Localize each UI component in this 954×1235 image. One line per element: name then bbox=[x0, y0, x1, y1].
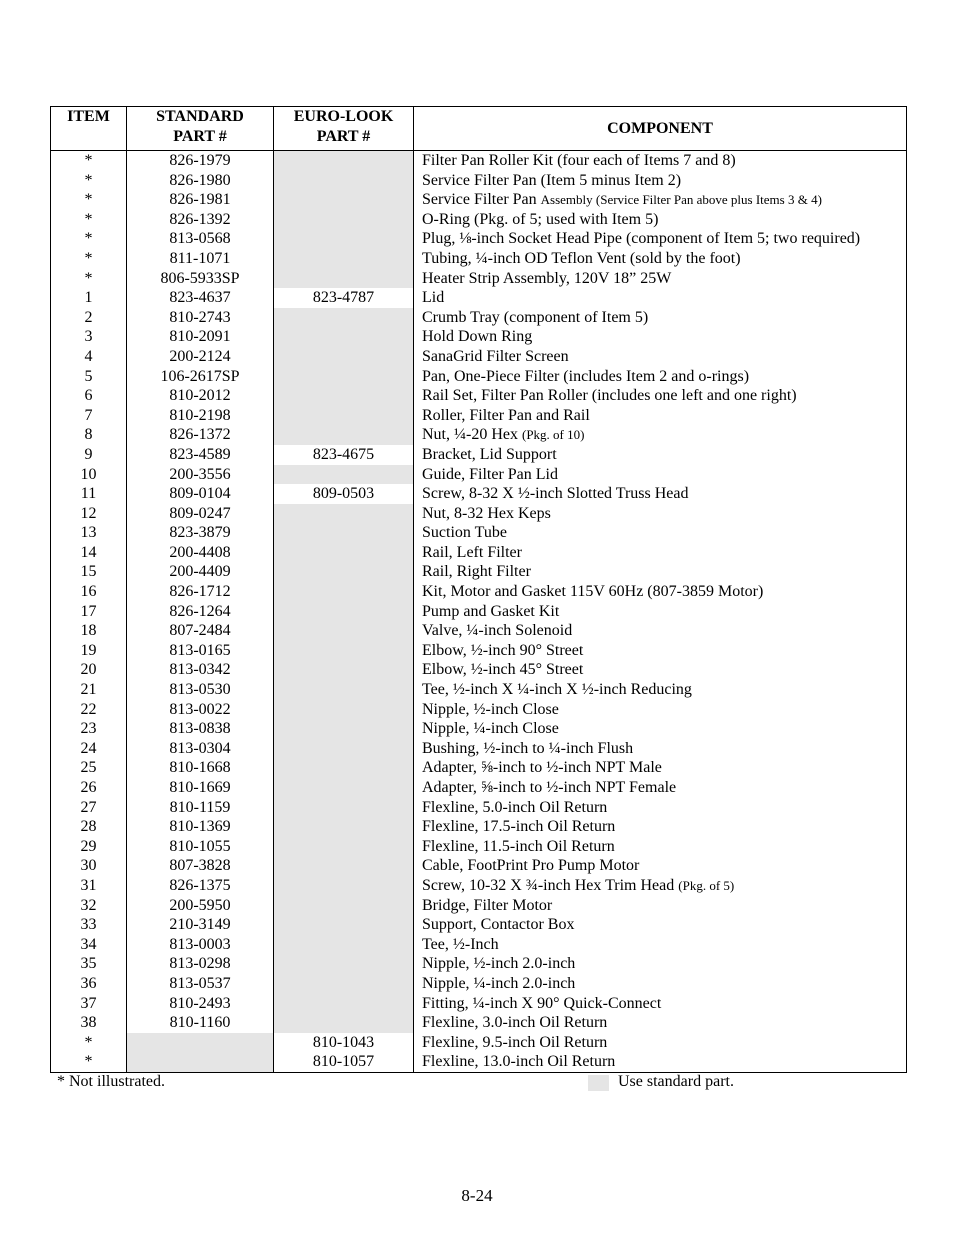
euro-look-part-cell: 823-4675 bbox=[274, 445, 414, 465]
component-text: Adapter, ⅝-inch to ½-inch NPT Male bbox=[422, 759, 662, 777]
component-text: Pump and Gasket Kit bbox=[422, 602, 560, 620]
table-row bbox=[51, 758, 907, 778]
standard-part-cell: 200-4408 bbox=[127, 543, 274, 563]
component-cell bbox=[414, 269, 907, 289]
euro-look-part-cell bbox=[274, 582, 414, 602]
component-cell bbox=[414, 778, 907, 798]
table-row bbox=[51, 974, 907, 994]
table-row bbox=[51, 523, 907, 543]
item-cell: 15 bbox=[51, 562, 127, 582]
table-row bbox=[51, 465, 907, 485]
component-text: Rail Set, Filter Pan Roller (includes one left and one right) bbox=[422, 387, 797, 405]
component-text: Bracket, Lid Support bbox=[422, 445, 557, 463]
euro-look-part-cell bbox=[274, 778, 414, 798]
euro-look-part-cell bbox=[274, 367, 414, 387]
component-text: Tee, ½-inch X ¼-inch X ½-inch Reducing bbox=[422, 681, 692, 699]
item-cell: * bbox=[51, 190, 127, 210]
standard-part-cell: 809-0247 bbox=[127, 504, 274, 524]
standard-part-cell: 807-3828 bbox=[127, 856, 274, 876]
item-cell: 18 bbox=[51, 621, 127, 641]
component-text: Bridge, Filter Motor bbox=[422, 896, 553, 914]
euro-look-part-cell bbox=[274, 229, 414, 249]
item-cell: 19 bbox=[51, 641, 127, 661]
component-text: Nut, 8-32 Hex Keps bbox=[422, 504, 551, 522]
component-text: Lid bbox=[422, 289, 445, 307]
header-euro-look-part: EURO-LOOK PART # bbox=[274, 107, 414, 151]
standard-part-cell: 200-2124 bbox=[127, 347, 274, 367]
euro-look-part-cell bbox=[274, 386, 414, 406]
euro-look-part-cell bbox=[274, 425, 414, 445]
table-row bbox=[51, 817, 907, 837]
standard-part-cell: 200-4409 bbox=[127, 562, 274, 582]
table-row bbox=[51, 406, 907, 426]
euro-look-part-cell bbox=[274, 641, 414, 661]
table-row bbox=[51, 798, 907, 818]
component-text: Flexline, 3.0-inch Oil Return bbox=[422, 1014, 608, 1032]
standard-part-cell: 823-4589 bbox=[127, 445, 274, 465]
component-text: Crumb Tray (component of Item 5) bbox=[422, 308, 649, 326]
item-cell: 34 bbox=[51, 935, 127, 955]
euro-look-part-cell bbox=[274, 817, 414, 837]
standard-part-cell: 200-5950 bbox=[127, 896, 274, 916]
item-cell: * bbox=[51, 269, 127, 289]
component-cell bbox=[414, 817, 907, 837]
component-text: Bushing, ½-inch to ¼-inch Flush bbox=[422, 739, 634, 757]
component-cell bbox=[414, 484, 907, 504]
shade-legend-text: Use standard part. bbox=[618, 1073, 734, 1090]
euro-look-part-cell bbox=[274, 308, 414, 328]
component-cell bbox=[414, 1052, 907, 1072]
header-item: ITEM bbox=[51, 107, 127, 151]
header-standard-part: STANDARD PART # bbox=[127, 107, 274, 151]
component-cell bbox=[414, 504, 907, 524]
table-row bbox=[51, 171, 907, 191]
standard-part-cell: 810-1369 bbox=[127, 817, 274, 837]
standard-part-cell: 810-1055 bbox=[127, 837, 274, 857]
component-cell bbox=[414, 327, 907, 347]
standard-part-cell: 813-0838 bbox=[127, 719, 274, 739]
footnote: * Not illustrated. bbox=[57, 1073, 165, 1090]
table-row bbox=[51, 896, 907, 916]
item-cell: * bbox=[51, 171, 127, 191]
component-text: Filter Pan Roller Kit (four each of Items 7 and 8) bbox=[422, 152, 736, 169]
euro-look-part-cell bbox=[274, 739, 414, 759]
table-row bbox=[51, 680, 907, 700]
component-cell bbox=[414, 210, 907, 230]
standard-part-cell: 810-1668 bbox=[127, 758, 274, 778]
standard-part-cell: 823-4637 bbox=[127, 288, 274, 308]
component-note: Assembly (Service Filter Pan above plus Items 3 & 4) bbox=[540, 192, 822, 208]
item-cell: * bbox=[51, 151, 127, 171]
table-row bbox=[51, 1033, 907, 1053]
standard-part-cell: 813-0537 bbox=[127, 974, 274, 994]
standard-part-cell: 810-1160 bbox=[127, 1013, 274, 1033]
euro-look-part-cell bbox=[274, 171, 414, 191]
component-text: Nipple, ¼-inch Close bbox=[422, 720, 559, 738]
component-text: Rail, Right Filter bbox=[422, 563, 531, 581]
standard-part-cell: 813-0530 bbox=[127, 680, 274, 700]
component-note: (Pkg. of 5) bbox=[678, 877, 735, 893]
item-cell: * bbox=[51, 210, 127, 230]
component-text: Tubing, ¼-inch OD Teflon Vent (sold by the foot) bbox=[422, 249, 741, 267]
item-cell: 38 bbox=[51, 1013, 127, 1033]
table-row bbox=[51, 367, 907, 387]
component-text: Kit, Motor and Gasket 115V 60Hz (807-3859 Motor) bbox=[422, 583, 764, 601]
item-cell: 33 bbox=[51, 915, 127, 935]
item-cell: * bbox=[51, 229, 127, 249]
component-cell bbox=[414, 719, 907, 739]
component-text: Nut, ¼-20 Hex bbox=[422, 426, 518, 444]
component-cell bbox=[414, 562, 907, 582]
standard-part-cell: 810-2091 bbox=[127, 327, 274, 347]
standard-part-cell: 813-0298 bbox=[127, 954, 274, 974]
table-row bbox=[51, 210, 907, 230]
table-row bbox=[51, 347, 907, 367]
component-text: Adapter, ⅝-inch to ½-inch NPT Female bbox=[422, 779, 677, 796]
euro-look-part-cell bbox=[274, 190, 414, 210]
component-cell bbox=[414, 151, 907, 171]
item-cell: 22 bbox=[51, 700, 127, 720]
table-row bbox=[51, 915, 907, 935]
table-row bbox=[51, 739, 907, 759]
component-text: Pan, One-Piece Filter (includes Item 2 and o-rings) bbox=[422, 367, 750, 385]
component-cell bbox=[414, 229, 907, 249]
item-cell: 1 bbox=[51, 288, 127, 308]
component-cell bbox=[414, 582, 907, 602]
item-cell: 3 bbox=[51, 327, 127, 347]
component-text: Flexline, 11.5-inch Oil Return bbox=[422, 837, 615, 855]
standard-part-cell: 810-1159 bbox=[127, 798, 274, 818]
item-cell: 11 bbox=[51, 484, 127, 504]
component-cell bbox=[414, 543, 907, 563]
euro-look-part-cell bbox=[274, 896, 414, 916]
component-cell bbox=[414, 660, 907, 680]
item-cell: 26 bbox=[51, 778, 127, 798]
item-cell: 27 bbox=[51, 798, 127, 818]
item-cell: 8 bbox=[51, 425, 127, 445]
euro-look-part-cell bbox=[274, 680, 414, 700]
component-text: Rail, Left Filter bbox=[422, 543, 522, 561]
euro-look-part-cell bbox=[274, 504, 414, 524]
component-text: O-Ring (Pkg. of 5; used with Item 5) bbox=[422, 210, 659, 228]
item-cell: 21 bbox=[51, 680, 127, 700]
euro-look-part-cell bbox=[274, 954, 414, 974]
table-row bbox=[51, 229, 907, 249]
component-cell bbox=[414, 994, 907, 1014]
item-cell: 31 bbox=[51, 876, 127, 896]
component-text: Valve, ¼-inch Solenoid bbox=[422, 622, 573, 640]
euro-look-part-cell bbox=[274, 1013, 414, 1033]
header-component: COMPONENT bbox=[414, 107, 907, 151]
parts-table bbox=[50, 106, 907, 1073]
standard-part-cell: 823-3879 bbox=[127, 523, 274, 543]
component-text: Nipple, ¼-inch 2.0-inch bbox=[422, 974, 576, 992]
standard-part-cell: 200-3556 bbox=[127, 465, 274, 485]
euro-look-part-cell bbox=[274, 249, 414, 269]
component-text: Tee, ½-Inch bbox=[422, 935, 499, 953]
euro-look-part-cell: 810-1057 bbox=[274, 1052, 414, 1072]
table-row bbox=[51, 837, 907, 857]
component-cell bbox=[414, 915, 907, 935]
component-cell bbox=[414, 758, 907, 778]
euro-look-part-cell bbox=[274, 406, 414, 426]
item-cell: 12 bbox=[51, 504, 127, 524]
standard-part-cell: 210-3149 bbox=[127, 915, 274, 935]
component-text: Fitting, ¼-inch X 90° Quick-Connect bbox=[422, 994, 662, 1012]
table-row bbox=[51, 190, 907, 210]
table-row bbox=[51, 660, 907, 680]
table-row bbox=[51, 504, 907, 524]
standard-part-cell: 810-2198 bbox=[127, 406, 274, 426]
standard-part-cell: 810-2012 bbox=[127, 386, 274, 406]
euro-look-part-cell bbox=[274, 660, 414, 680]
item-cell: 16 bbox=[51, 582, 127, 602]
component-cell bbox=[414, 523, 907, 543]
component-cell bbox=[414, 386, 907, 406]
euro-look-part-cell bbox=[274, 935, 414, 955]
table-row bbox=[51, 641, 907, 661]
table-row bbox=[51, 935, 907, 955]
euro-look-part-cell bbox=[274, 915, 414, 935]
table-row bbox=[51, 994, 907, 1014]
table-row bbox=[51, 700, 907, 720]
table-row bbox=[51, 288, 907, 308]
item-cell: 23 bbox=[51, 719, 127, 739]
table-row bbox=[51, 327, 907, 347]
component-text: Flexline, 17.5-inch Oil Return bbox=[422, 818, 616, 836]
standard-part-cell: 826-1981 bbox=[127, 190, 274, 210]
component-cell bbox=[414, 171, 907, 191]
item-cell: 10 bbox=[51, 465, 127, 485]
table-row bbox=[51, 249, 907, 269]
component-note: (Pkg. of 10) bbox=[521, 427, 585, 443]
component-text: Support, Contactor Box bbox=[422, 916, 575, 934]
table-row bbox=[51, 778, 907, 798]
euro-look-part-cell bbox=[274, 837, 414, 857]
table-row bbox=[51, 445, 907, 465]
euro-look-part-cell bbox=[274, 327, 414, 347]
table-row bbox=[51, 954, 907, 974]
component-text: Flexline, 5.0-inch Oil Return bbox=[422, 798, 608, 816]
component-cell bbox=[414, 308, 907, 328]
euro-look-part-cell bbox=[274, 798, 414, 818]
euro-look-part-cell bbox=[274, 856, 414, 876]
euro-look-part-cell bbox=[274, 602, 414, 622]
page-number: 8-24 bbox=[461, 1186, 493, 1205]
table-row bbox=[51, 856, 907, 876]
component-cell bbox=[414, 445, 907, 465]
standard-part-cell: 813-0568 bbox=[127, 229, 274, 249]
table-row bbox=[51, 543, 907, 563]
table-row bbox=[51, 386, 907, 406]
euro-look-part-cell bbox=[274, 700, 414, 720]
standard-part-cell: 810-2493 bbox=[127, 994, 274, 1014]
standard-part-cell: 826-1372 bbox=[127, 425, 274, 445]
item-cell: * bbox=[51, 1033, 127, 1053]
euro-look-part-cell bbox=[274, 465, 414, 485]
component-cell bbox=[414, 856, 907, 876]
item-cell: 5 bbox=[51, 367, 127, 387]
euro-look-part-cell bbox=[274, 876, 414, 896]
item-cell: 24 bbox=[51, 739, 127, 759]
euro-look-part-cell bbox=[274, 151, 414, 171]
component-text: Flexline, 9.5-inch Oil Return bbox=[422, 1033, 608, 1051]
component-cell bbox=[414, 347, 907, 367]
standard-part-cell: 811-1071 bbox=[127, 249, 274, 269]
table-row bbox=[51, 719, 907, 739]
standard-part-cell: 813-0022 bbox=[127, 700, 274, 720]
table-row bbox=[51, 1013, 907, 1033]
euro-look-part-cell bbox=[274, 210, 414, 230]
component-cell bbox=[414, 739, 907, 759]
standard-part-cell: 826-1979 bbox=[127, 151, 274, 171]
euro-look-part-cell bbox=[274, 621, 414, 641]
component-cell bbox=[414, 602, 907, 622]
item-cell: 14 bbox=[51, 543, 127, 563]
component-text: SanaGrid Filter Screen bbox=[422, 347, 569, 365]
item-cell: 6 bbox=[51, 386, 127, 406]
standard-part-cell: 813-0342 bbox=[127, 660, 274, 680]
item-cell: 17 bbox=[51, 602, 127, 622]
item-cell: 37 bbox=[51, 994, 127, 1014]
table-row bbox=[51, 1052, 907, 1072]
component-text: Roller, Filter Pan and Rail bbox=[422, 406, 590, 424]
euro-look-part-cell: 810-1043 bbox=[274, 1033, 414, 1053]
component-text: Heater Strip Assembly, 120V 18” 25W bbox=[422, 269, 672, 287]
component-text: Screw, 8-32 X ½-inch Slotted Truss Head bbox=[422, 485, 689, 503]
item-cell: 32 bbox=[51, 896, 127, 916]
item-cell: * bbox=[51, 249, 127, 269]
item-cell: 36 bbox=[51, 974, 127, 994]
standard-part-cell: 826-1375 bbox=[127, 876, 274, 896]
standard-part-cell bbox=[127, 1052, 274, 1072]
component-text: Flexline, 13.0-inch Oil Return bbox=[422, 1053, 616, 1071]
euro-look-part-cell bbox=[274, 562, 414, 582]
component-cell bbox=[414, 621, 907, 641]
item-cell: 20 bbox=[51, 660, 127, 680]
standard-part-cell: 826-1392 bbox=[127, 210, 274, 230]
component-text: Nipple, ½-inch Close bbox=[422, 700, 559, 718]
euro-look-part-cell bbox=[274, 719, 414, 739]
shade-legend-swatch bbox=[588, 1075, 609, 1091]
euro-look-part-cell bbox=[274, 269, 414, 289]
euro-look-part-cell bbox=[274, 347, 414, 367]
table-row bbox=[51, 582, 907, 602]
component-cell bbox=[414, 465, 907, 485]
table-row bbox=[51, 151, 907, 171]
item-cell: 35 bbox=[51, 954, 127, 974]
standard-part-cell: 813-0165 bbox=[127, 641, 274, 661]
component-cell bbox=[414, 249, 907, 269]
table-row bbox=[51, 425, 907, 445]
component-cell bbox=[414, 641, 907, 661]
component-text: Hold Down Ring bbox=[422, 328, 533, 346]
component-cell bbox=[414, 954, 907, 974]
item-cell: * bbox=[51, 1052, 127, 1072]
table-header bbox=[51, 107, 907, 151]
item-cell: 30 bbox=[51, 856, 127, 876]
component-text: Elbow, ½-inch 45° Street bbox=[422, 661, 584, 679]
item-cell: 28 bbox=[51, 817, 127, 837]
euro-look-part-cell bbox=[274, 974, 414, 994]
item-cell: 13 bbox=[51, 523, 127, 543]
component-text: Elbow, ½-inch 90° Street bbox=[422, 641, 584, 659]
euro-look-part-cell: 823-4787 bbox=[274, 288, 414, 308]
standard-part-cell: 813-0003 bbox=[127, 935, 274, 955]
table-row bbox=[51, 602, 907, 622]
component-text: Nipple, ½-inch 2.0-inch bbox=[422, 955, 576, 973]
table-row bbox=[51, 269, 907, 289]
component-cell bbox=[414, 837, 907, 857]
item-cell: 7 bbox=[51, 406, 127, 426]
table-body bbox=[51, 151, 907, 1073]
standard-part-cell: 806-5933SP bbox=[127, 269, 274, 289]
standard-part-cell: 826-1980 bbox=[127, 171, 274, 191]
item-cell: 9 bbox=[51, 445, 127, 465]
component-cell bbox=[414, 974, 907, 994]
component-text: Service Filter Pan bbox=[422, 191, 537, 209]
component-text: Screw, 10-32 X ¾-inch Hex Trim Head bbox=[422, 876, 675, 894]
component-cell bbox=[414, 425, 907, 445]
item-cell: 29 bbox=[51, 837, 127, 857]
table-row bbox=[51, 621, 907, 641]
item-cell: 4 bbox=[51, 347, 127, 367]
euro-look-part-cell bbox=[274, 758, 414, 778]
component-cell bbox=[414, 190, 907, 210]
component-text: Cable, FootPrint Pro Pump Motor bbox=[422, 857, 640, 875]
standard-part-cell: 809-0104 bbox=[127, 484, 274, 504]
euro-look-part-cell bbox=[274, 543, 414, 563]
standard-part-cell: 807-2484 bbox=[127, 621, 274, 641]
standard-part-cell: 810-2743 bbox=[127, 308, 274, 328]
component-cell bbox=[414, 1013, 907, 1033]
standard-part-cell: 106-2617SP bbox=[127, 367, 274, 387]
component-text: Suction Tube bbox=[422, 524, 507, 542]
table-row bbox=[51, 308, 907, 328]
standard-part-cell: 826-1264 bbox=[127, 602, 274, 622]
component-cell bbox=[414, 367, 907, 387]
component-cell bbox=[414, 700, 907, 720]
euro-look-part-cell bbox=[274, 523, 414, 543]
component-cell bbox=[414, 896, 907, 916]
standard-part-cell: 826-1712 bbox=[127, 582, 274, 602]
standard-part-cell bbox=[127, 1033, 274, 1053]
euro-look-part-cell: 809-0503 bbox=[274, 484, 414, 504]
table-row bbox=[51, 562, 907, 582]
component-text: Plug, ⅛-inch Socket Head Pipe (component of Item 5; two required) bbox=[422, 230, 861, 248]
component-cell bbox=[414, 935, 907, 955]
component-text: Service Filter Pan (Item 5 minus Item 2) bbox=[422, 171, 682, 189]
standard-part-cell: 810-1669 bbox=[127, 778, 274, 798]
component-cell bbox=[414, 288, 907, 308]
component-cell bbox=[414, 876, 907, 896]
component-cell bbox=[414, 680, 907, 700]
component-cell bbox=[414, 798, 907, 818]
item-cell: 2 bbox=[51, 308, 127, 328]
standard-part-cell: 813-0304 bbox=[127, 739, 274, 759]
euro-look-part-cell bbox=[274, 994, 414, 1014]
table-row bbox=[51, 876, 907, 896]
item-cell: 25 bbox=[51, 758, 127, 778]
component-text: Guide, Filter Pan Lid bbox=[422, 465, 558, 483]
component-cell bbox=[414, 1033, 907, 1053]
table-row bbox=[51, 484, 907, 504]
component-cell bbox=[414, 406, 907, 426]
